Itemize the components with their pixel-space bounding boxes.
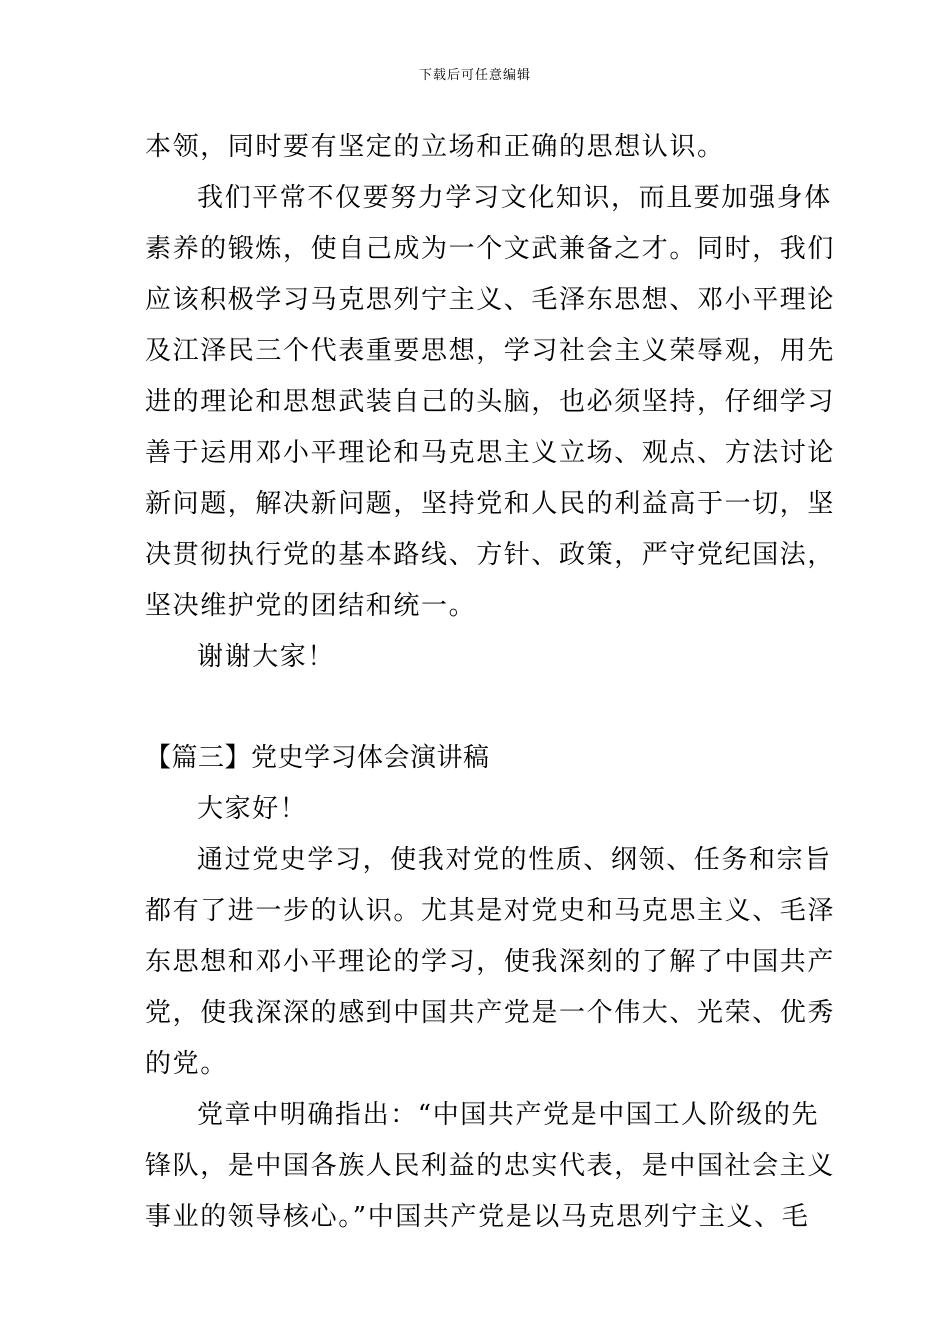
text-line: 党章中明确指出：“中国共产党是中国工人阶级的先 <box>197 1100 820 1130</box>
section-heading: 【篇三】党史学习体会演讲稿 <box>145 743 490 773</box>
text-line: 谢谢大家！ <box>197 642 336 672</box>
text-line: 新问题，解决新问题，坚持党和人民的利益高于一切，坚 <box>145 489 836 519</box>
text-line: 锋队，是中国各族人民利益的忠实代表，是中国社会主义 <box>145 1151 836 1181</box>
header-note: 下载后可任意编辑 <box>418 68 531 83</box>
text-line: 本领，同时要有坚定的立场和正确的思想认识。 <box>145 132 725 162</box>
text-line: 事业的领导核心。”中国共产党是以马克思列宁主义、毛 <box>145 1202 810 1232</box>
text-line: 东思想和邓小平理论的学习，使我深刻的了解了中国共产 <box>145 947 836 977</box>
text-line: 应该积极学习马克思列宁主义、毛泽东思想、邓小平理论 <box>145 285 836 315</box>
text-line: 都有了进一步的认识。尤其是对党史和马克思主义、毛泽 <box>145 896 836 926</box>
text-line: 党，使我深深的感到中国共产党是一个伟大、光荣、优秀 <box>145 998 836 1028</box>
text-line: 善于运用邓小平理论和马克思主义立场、观点、方法讨论 <box>145 438 836 468</box>
text-line: 我们平常不仅要努力学习文化知识，而且要加强身体 <box>197 183 832 213</box>
text-line: 进的理论和思想武装自己的头脑，也必须坚持，仔细学习 <box>145 387 836 417</box>
text-line: 及江泽民三个代表重要思想，学习社会主义荣辱观，用先 <box>145 336 836 366</box>
text-line: 决贯彻执行党的基本路线、方针、政策，严守党纪国法， <box>145 540 836 570</box>
text-line: 素养的锻炼，使自己成为一个文武兼备之才。同时，我们 <box>145 234 836 264</box>
text-line: 通过党史学习，使我对党的性质、纲领、任务和宗旨 <box>197 845 832 875</box>
text-line: 的党。 <box>145 1049 228 1079</box>
text-line: 坚决维护党的团结和统一。 <box>145 591 477 621</box>
text-line: 大家好！ <box>197 794 308 824</box>
